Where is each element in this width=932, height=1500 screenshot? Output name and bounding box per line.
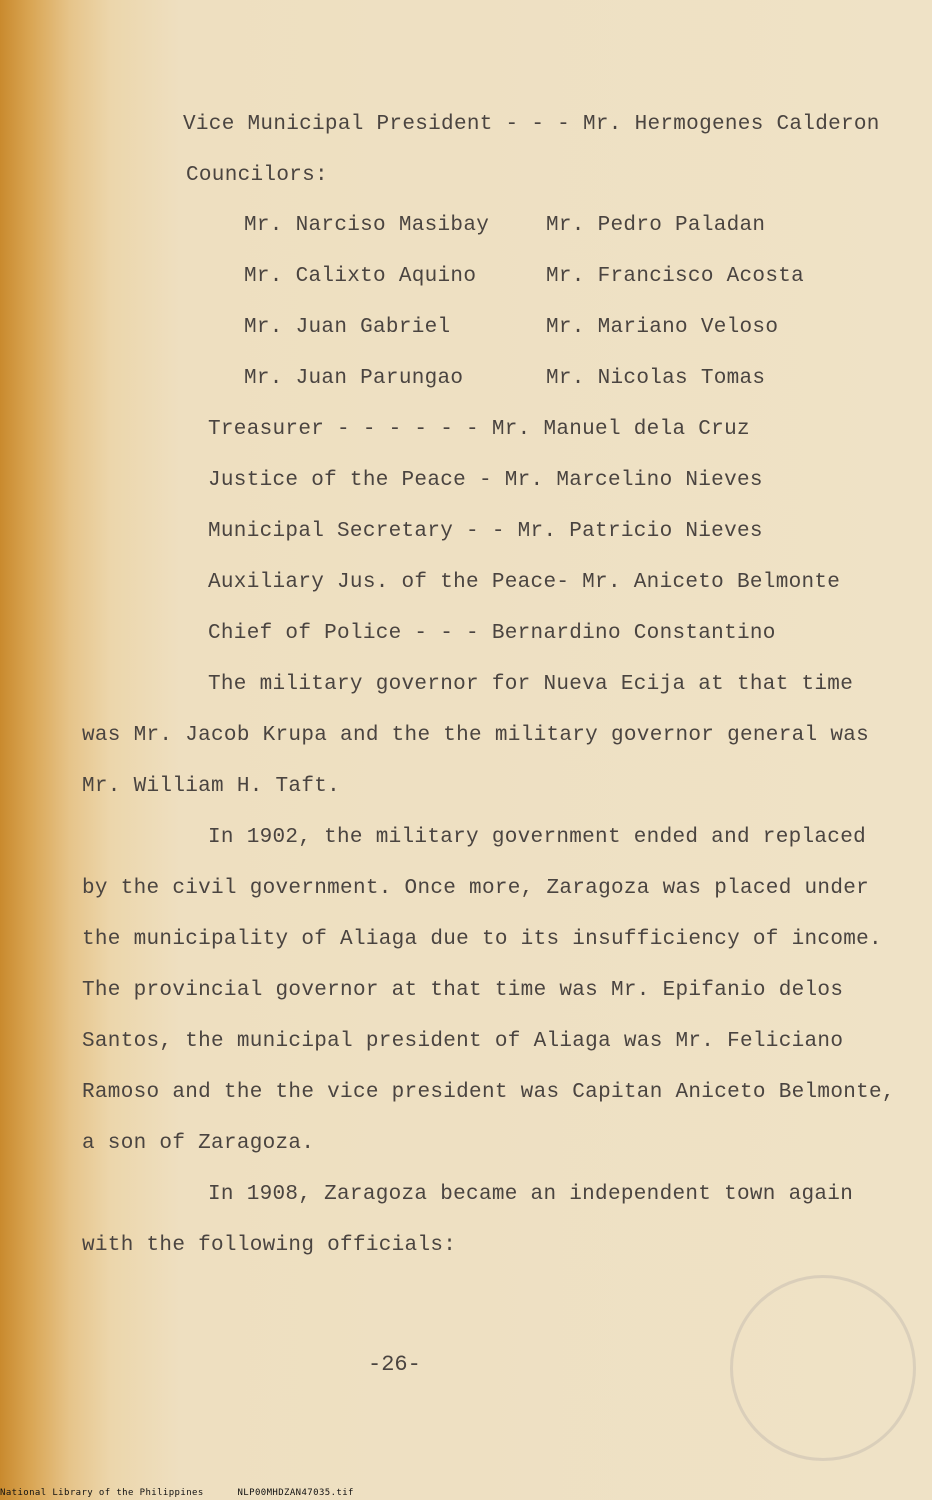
auxiliary-justice-line: Auxiliary Jus. of the Peace- Mr. Aniceto Belmonte xyxy=(208,571,841,594)
councilor-right: Mr. Francisco Acosta xyxy=(546,265,805,288)
page-number: -26- xyxy=(368,1352,421,1377)
paragraph-line: with the following officials: xyxy=(82,1234,457,1257)
paragraph-line: In 1908, Zaragoza became an independent town again xyxy=(208,1183,854,1206)
paragraph-line: was Mr. Jacob Krupa and the the military governor general was xyxy=(82,724,870,747)
faded-stamp xyxy=(730,1275,916,1461)
scan-footer xyxy=(0,1488,382,1498)
councilor-left: Mr. Calixto Aquino xyxy=(244,265,477,288)
paragraph-line: by the civil government. Once more, Zaragoza was placed under xyxy=(82,877,870,900)
paragraph-line: In 1902, the military government ended and replaced xyxy=(208,826,867,849)
footer-library: National Library of the Philippines xyxy=(0,1488,204,1498)
justice-line: Justice of the Peace - Mr. Marcelino Nieves xyxy=(208,469,763,492)
councilor-left: Mr. Juan Parungao xyxy=(244,367,464,390)
paragraph-line: the municipality of Aliaga due to its insufficiency of income. xyxy=(82,928,882,951)
treasurer-line: Treasurer - - - - - - Mr. Manuel dela Cruz xyxy=(208,418,750,441)
paragraph-line: a son of Zaragoza. xyxy=(82,1132,315,1155)
paragraph-line: Mr. William H. Taft. xyxy=(82,775,341,798)
police-chief-line: Chief of Police - - - Bernardino Constantino xyxy=(208,622,776,645)
paragraph-line: The provincial governor at that time was Mr. Epifanio delos xyxy=(82,979,844,1002)
secretary-line: Municipal Secretary - - Mr. Patricio Nieves xyxy=(208,520,763,543)
paragraph-line: The military governor for Nueva Ecija at that time xyxy=(208,673,854,696)
paragraph-line: Ramoso and the the vice president was Capitan Aniceto Belmonte, xyxy=(82,1081,895,1104)
councilor-right: Mr. Mariano Veloso xyxy=(546,316,779,339)
councilor-right: Mr. Pedro Paladan xyxy=(546,214,766,237)
councilors-heading: Councilors: xyxy=(186,164,328,187)
paragraph-line: Santos, the municipal president of Aliaga was Mr. Feliciano xyxy=(82,1030,844,1053)
councilor-right: Mr. Nicolas Tomas xyxy=(546,367,766,390)
councilor-left: Mr. Narciso Masibay xyxy=(244,214,490,237)
footer-file: NLP00MHDZAN47035.tif xyxy=(237,1488,354,1498)
councilor-left: Mr. Juan Gabriel xyxy=(244,316,451,339)
vice-president-line: Vice Municipal President - - - Mr. Hermogenes Calderon xyxy=(183,113,880,136)
